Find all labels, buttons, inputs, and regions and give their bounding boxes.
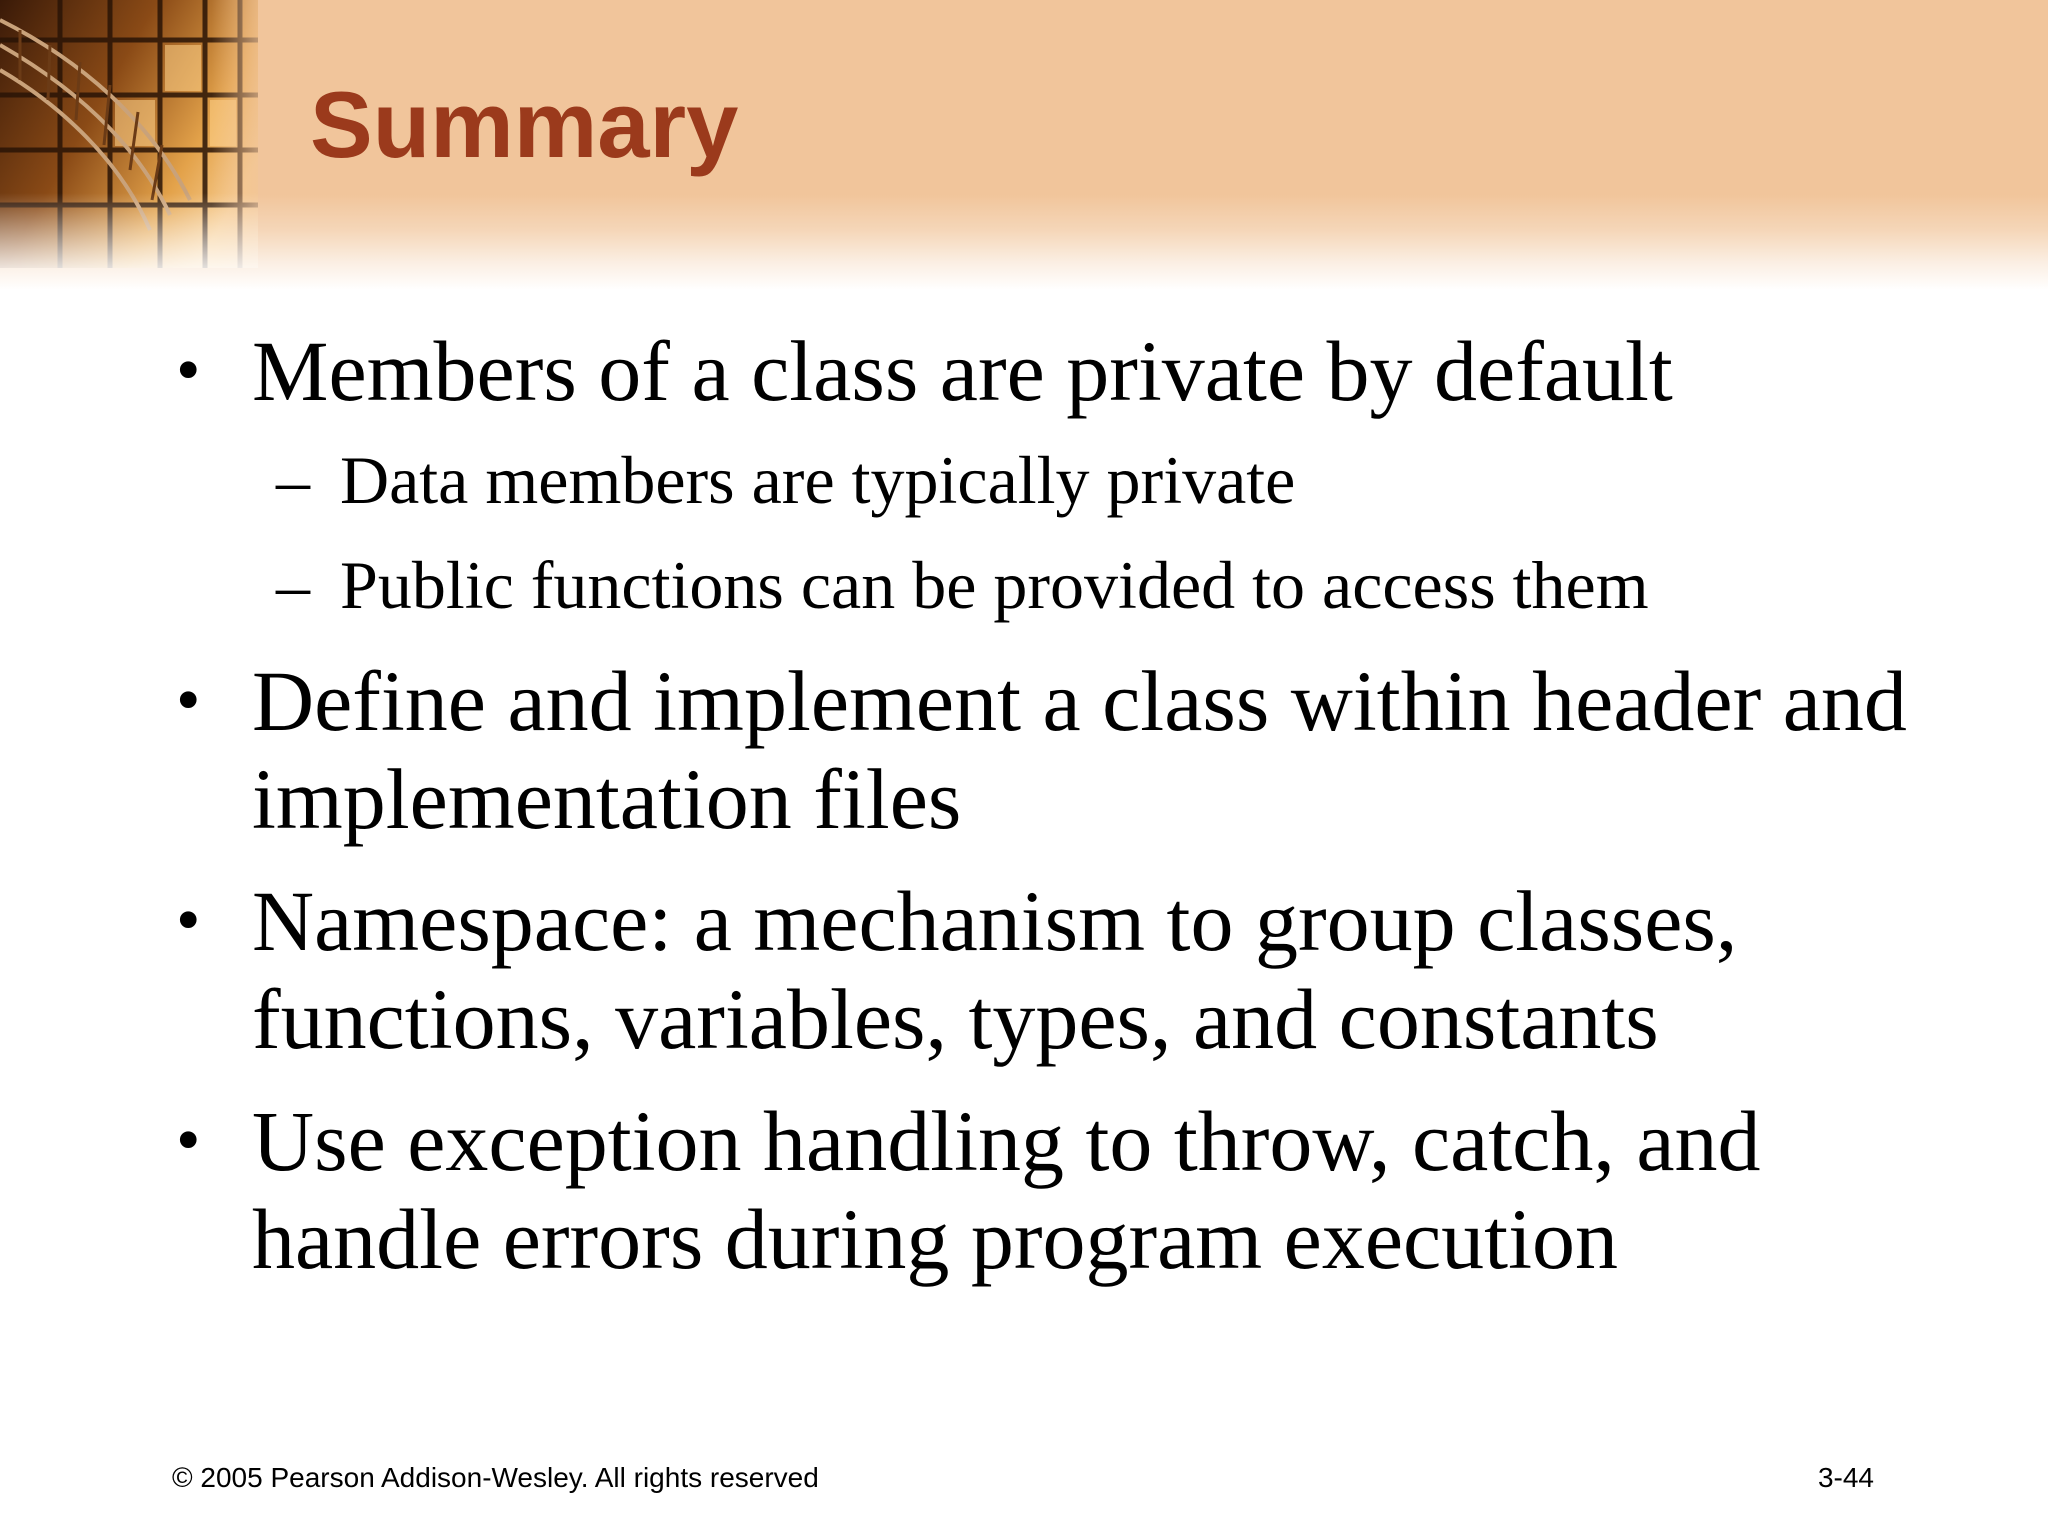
subbullet-text: Data members are typically private [340, 442, 1296, 518]
subbullet-marker: – [276, 547, 310, 623]
bullet-text: Use exception handling to throw, catch, and handle errors during program execution [252, 1093, 1761, 1287]
bullet-marker: • [176, 662, 201, 739]
footer-page-number: 3-44 [1817, 1462, 1874, 1493]
footer-copyright: © 2005 Pearson Addison-Wesley. All rights reserved [172, 1462, 819, 1493]
slide-title: Summary [310, 72, 739, 177]
subbullet-marker: – [276, 442, 310, 518]
subbullet-text: Public functions can be provided to access them [340, 547, 1649, 623]
bullet-marker: • [176, 332, 201, 409]
bullet-text: Define and implement a class within header and implementation files [252, 653, 1907, 847]
bullet-text: Members of a class are private by default [252, 323, 1673, 419]
bullet-text: Namespace: a mechanism to group classes, functions, variables, types, and constants [252, 873, 1738, 1067]
bullet-marker: • [176, 1102, 201, 1179]
bullet-marker: • [176, 882, 201, 959]
